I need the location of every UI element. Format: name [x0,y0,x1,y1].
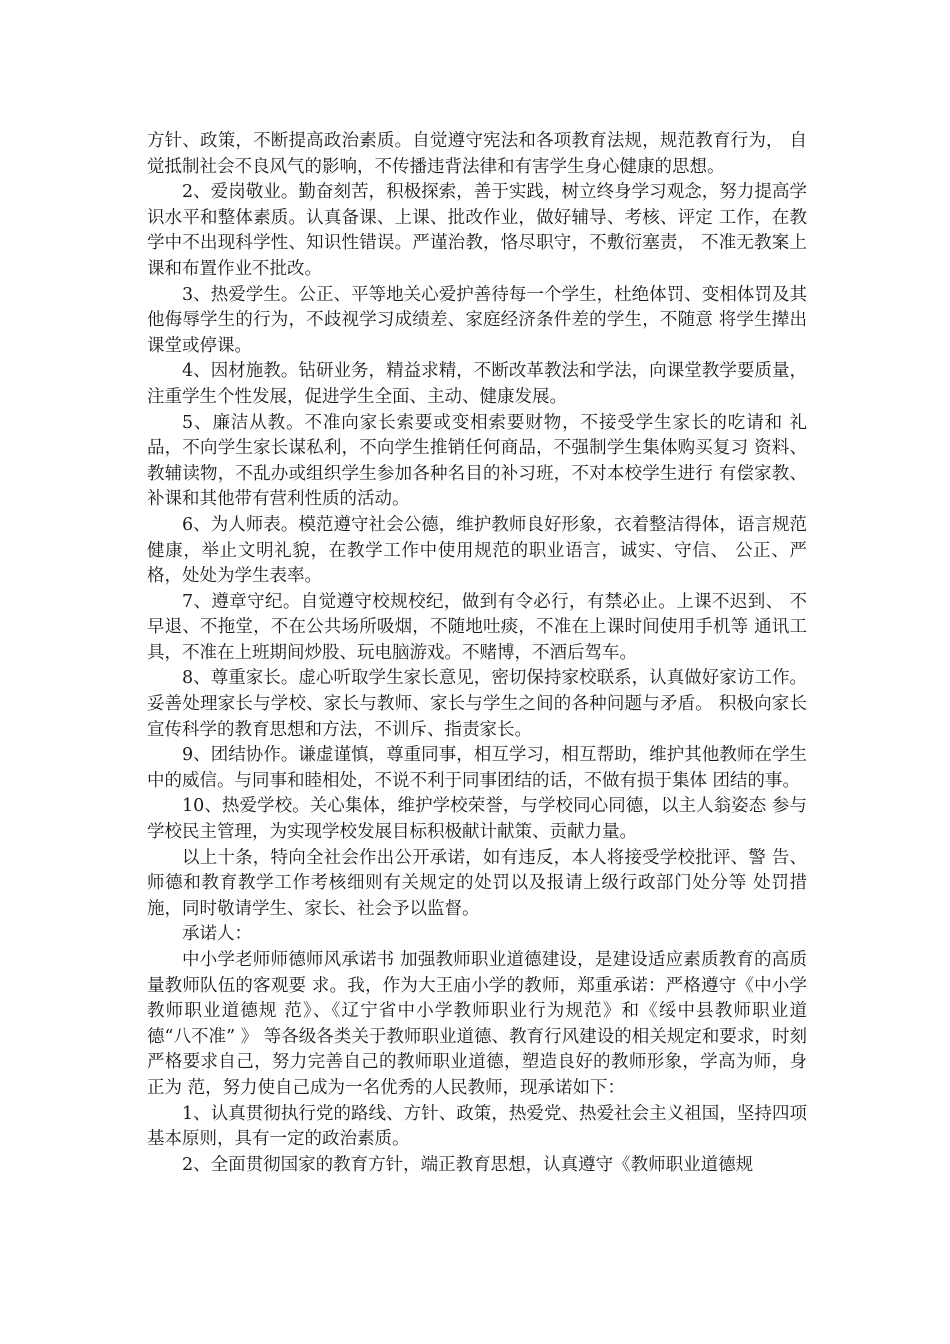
paragraph-4: 4、因材施教。钻研业务，精益求精，不断改革教法和学法，向课堂教学要质量，注重学生个性发展，促进学生全面、主动、健康发展。 [147,361,807,407]
signatory-line: 承诺人： [182,924,252,945]
paragraph-7: 7、遵章守纪。自觉遵守校规校纪，做到有令必行，有禁必止。上课不迟到、 不早退、不拖堂，不在公共场所吸烟，不随地吐痰，不准在上课时间使用手机等 通讯工具，不准在上班期间炒股、玩电脑游戏。不赌博，不酒后驾车。 [147,591,807,663]
second-pledge-intro: 中小学老师师德师风承诺书 加强教师职业道德建设，是建设适应素质教育的高质量教师队伍的客观要 求。我，作为大王庙小学的教师，郑重承诺：严格遵守《中小学教师职业道德规 范》、《辽宁省中小学教师职业行为规范》和《绥中县教师职业道德“八不准” 》 等各级各类关于教师职业道德、教育行风建设的相关规定和要求，时刻严格要求自己，努力完善自己的教师职业道德，塑造良好的教师形象，学高为师，身正为 范，努力使自己成为一名优秀的人民教师，现承诺如下： [147,950,807,1098]
paragraph-3: 3、热爱学生。公正、平等地关心爱护善待每一个学生，杜绝体罚、变相体罚及其他侮辱学生的行为，不歧视学习成绩差、家庭经济条件差的学生，不随意 将学生撵出课堂或停课。 [147,284,807,356]
paragraph-10: 10、热爱学校。关心集体，维护学校荣誉，与学校同心同德，以主人翁姿态 参与学校民主管理，为实现学校发展目标积极献计献策、贡献力量。 [147,796,807,843]
paragraph-8: 8、尊重家长。虚心听取学生家长意见，密切保持家校联系，认真做好家访工作。妥善处理家长与学校、家长与教师、家长与学生之间的各种问题与矛盾。 积极向家长宣传科学的教育思想和方法，不训斥、指责家长。 [147,668,807,740]
second-pledge-item-1: 1、认真贯彻执行党的路线、方针、政策，热爱党、热爱社会主义祖国，坚持四项基本原则，具有一定的政治素质。 [147,1103,807,1150]
document-body [147,129,807,1178]
paragraph-9: 9、团结协作。谦虚谨慎，尊重同事，相互学习，相互帮助，维护其他教师在学生中的威信。与同事和睦相处，不说不利于同事团结的话，不做有损于集体 团结的事。 [147,745,807,791]
paragraph-6: 6、为人师表。模范遵守社会公德，维护教师良好形象，衣着整洁得体，语言规范健康，举止文明礼貌，在教学工作中使用规范的职业语言，诚实、守信、 公正、严格，处处为学生表率。 [147,514,807,587]
second-pledge-item-2: 2、全面贯彻国家的教育方针，端正教育思想，认真遵守《教师职业道德规 [182,1154,754,1175]
paragraph-2: 2、爱岗敬业。勤奋刻苦，积极探索，善于实践，树立终身学习观念，努力提高学识水平和整体素质。认真备课、上课、批改作业，做好辅导、考核、评定 工作，在教学中不出现科学性、知识性错误。严谨治教，恪尽职守，不敷衍塞责， 不准无教案上课和布置作业不批改。 [147,182,807,279]
pledge-closing-paragraph: 以上十条，特向全社会作出公开承诺，如有违反，本人将接受学校批评、警 告、师德和教育教学工作考核细则有关规定的处罚以及报请上级行政部门处分等 处罚措施，同时敬请学生、家长、社会予以监督。 [147,847,807,919]
paragraph-5: 5、廉洁从教。不准向家长索要或变相索要财物，不接受学生家长的吃请和 礼品，不向学生家长谋私利，不向学生推销任何商品，不强制学生集体购买复习 资料、教辅读物，不乱办或组织学生参加各种名目的补习班，不对本校学生进行 有偿家教、补课和其他带有营利性质的活动。 [147,412,807,510]
paragraph-1: 方针、政策，不断提高政治素质。自觉遵守宪法和各项教育法规，规范教育行为， 自觉抵制社会不良风气的影响，不传播违背法律和有害学生身心健康的思想。 [147,131,807,177]
